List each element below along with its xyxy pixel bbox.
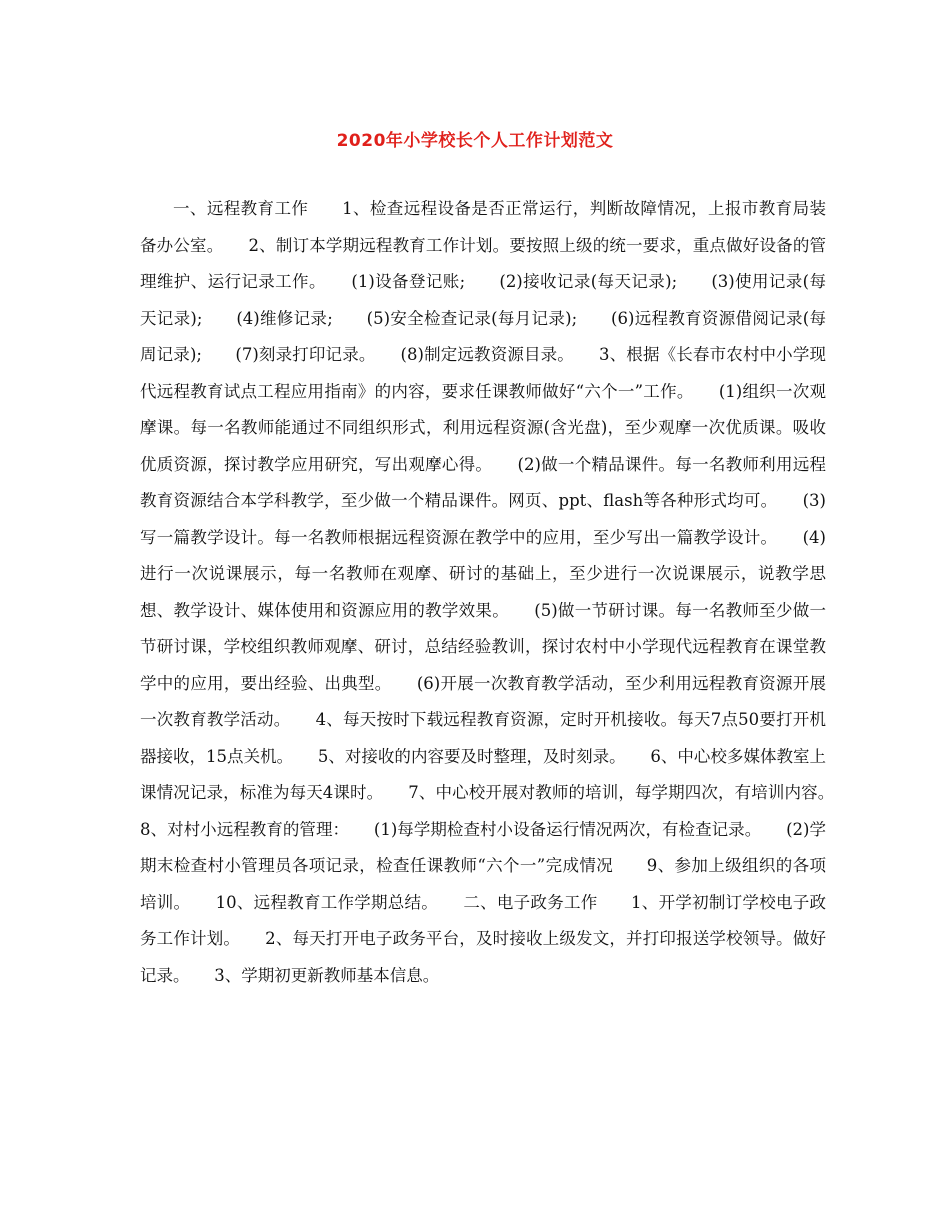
document-title: 2020年小学校长个人工作计划范文 — [336, 131, 614, 151]
document-body-paragraph: 一、远程教育工作 1、检查远程设备是否正常运行，判断故障情况，上报市教育局装备办公室。 2、制订本学期远程教育工作计划。要按照上级的统一要求，重点做好设备的管理维护、运行记录工作。 (1)设备登记账; (2)接收记录(每天记录); (3)使用记录(每天记录); (4)维修记录; (5)安全检查记录(每月记录); (6)远程教育资源借阅记录(每周记录); (7)刻录打印记录。 (8)制定远教资源目录。 3、根据《长春市农村中小学现代远程教育试点工程应用指南》的内容，要求任课教师做好“六个一”工作。 (1)组织一次观摩课。每一名教师能通过不同组织形式，利用远程资源(含光盘)，至少观摩一次优质课。吸收优质资源，探讨教学应用研究，写出观摩心得。 (2)做一个精品课件。每一名教师利用远程教育资源结合本学科教学，至少做一个精品课件。网页、ppt、flash等各种形式均可。 (3)写一篇教学设计。每一名教师根据远程资源在教学中的应用，至少写出一篇教学设计。 (4)进行一次说课展示，每一名教师在观摩、研讨的基础上，至少进行一次说课展示，说教学思想、教学设计、媒体使用和资源应用的教学效果。 (5)做一节研讨课。每一名教师至少做一节研讨课，学校组织教师观摩、研讨，总结经验教训，探讨农村中小学现代远程教育在课堂教学中的应用，要出经验、出典型。 (6)开展一次教育教学活动，至少利用远程教育资源开展一次教育教学活动。 4、每天按时下载远程教育资源，定时开机接收。每天7点50要打开机器接收，15点关机。 5、对接收的内容要及时整理，及时刻录。 6、中心校多媒体教室上课情况记录，标准为每天4课时。 7、中心校开展对教师的培训，每学期四次，有培训内容。 8、对村小远程教育的管理： (1)每学期检查村小设备运行情况两次，有检查记录。 (2)学期末检查村小管理员各项记录，检查任课教师“六个一”完成情况 9、参加上级组织的各项培训。 10、远程教育工作学期总结。 二、电子政务工作 1、开学初制订学校电子政务工作计划。 2、每天打开电子政务平台，及时接收上级发文，并打印报送学校领导。做好记录。 3、学期初更新教师基本信息。 — [140, 199, 859, 985]
